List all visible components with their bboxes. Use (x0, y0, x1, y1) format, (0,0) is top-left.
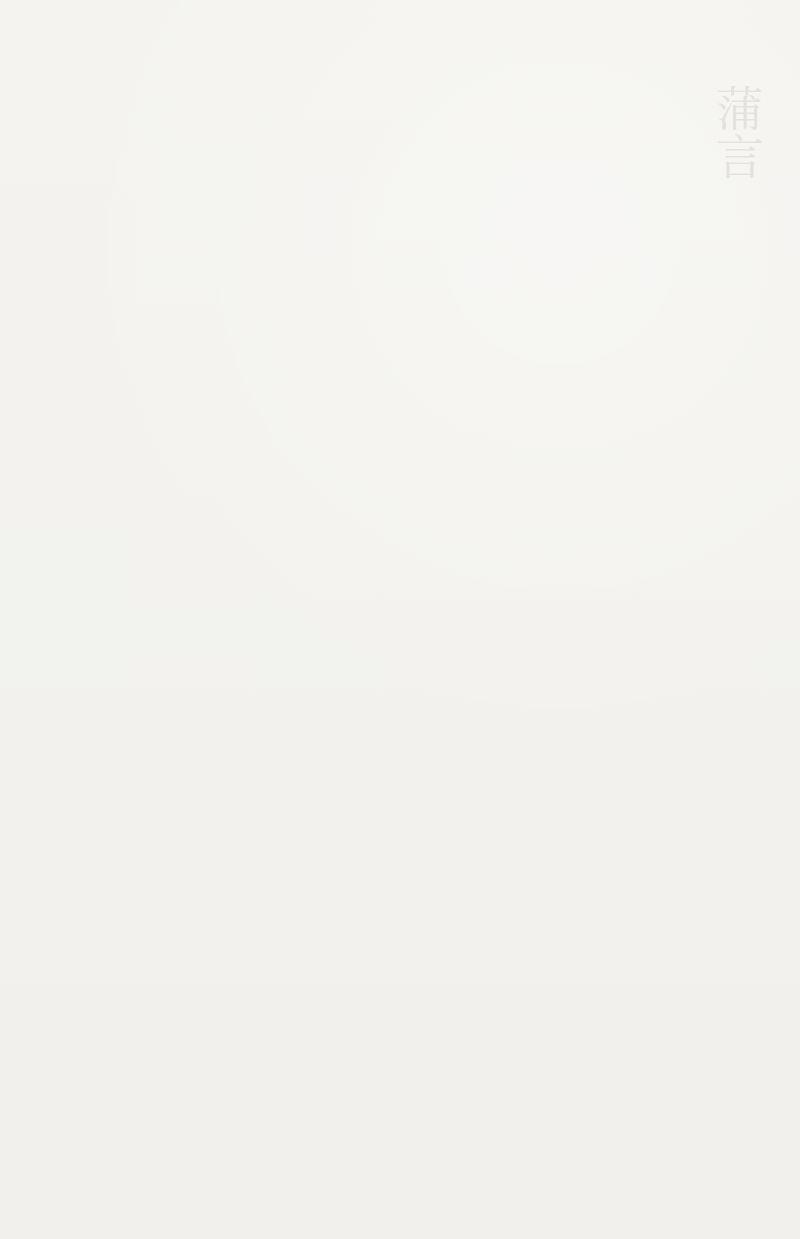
side-chapter-title (727, 875, 769, 893)
bleed-through-mark: 蒲言 (716, 82, 757, 186)
side-title-gap (727, 875, 769, 893)
